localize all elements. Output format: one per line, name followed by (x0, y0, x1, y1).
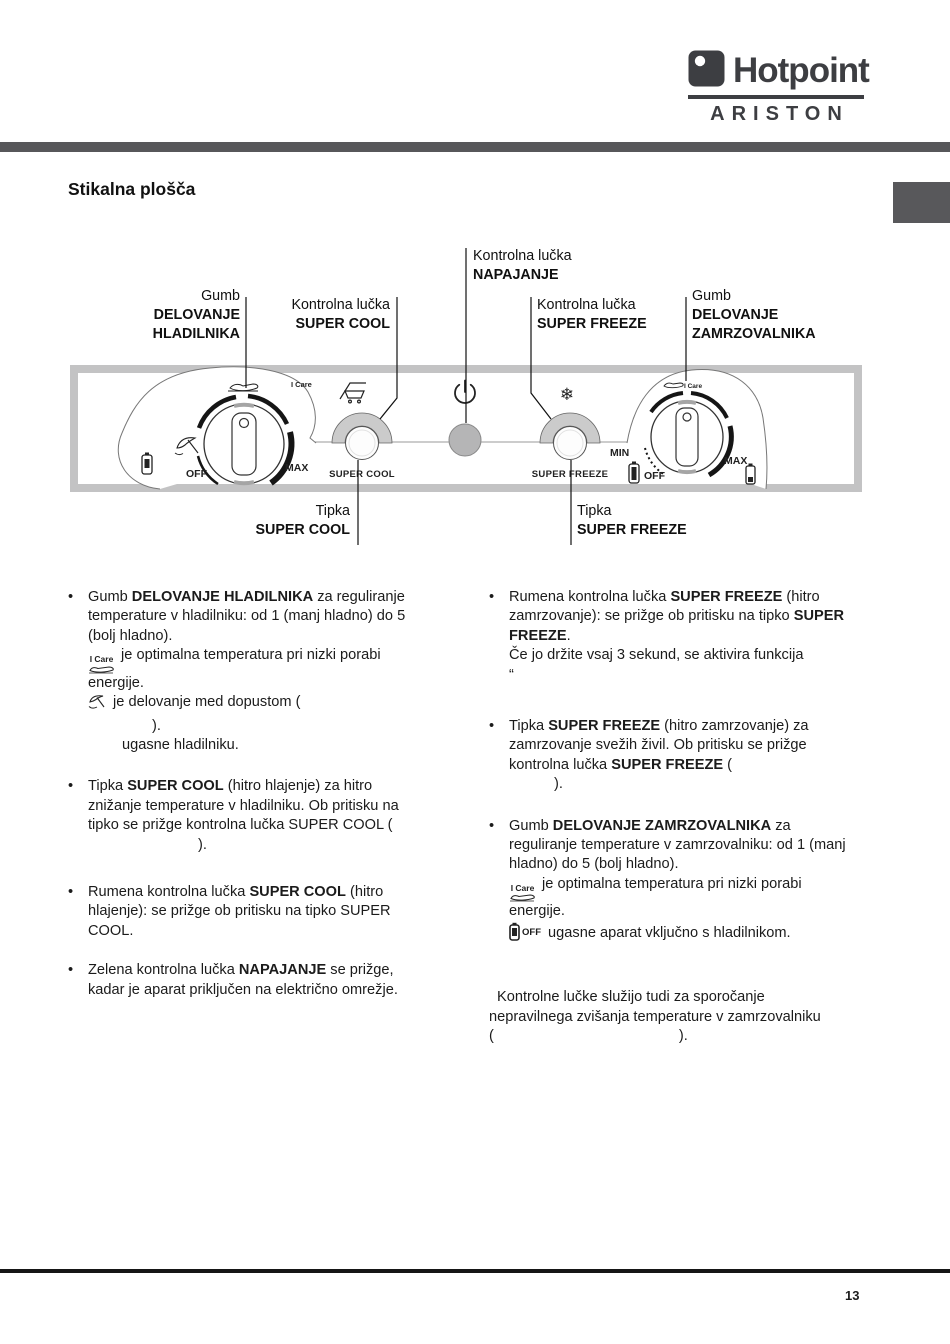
header-bar (0, 142, 950, 152)
logo-divider (688, 95, 864, 99)
bullet-item (68, 883, 476, 941)
label-napajanje: Kontrolna lučka NAPAJANJE (473, 248, 572, 283)
text-line: je delovanje med dopustom ( (88, 693, 476, 716)
label-tipka-super-cool: Tipka SUPER COOL (255, 503, 350, 538)
text-line: ). (198, 836, 207, 853)
super-cool-panel-label: SUPER COOL (329, 469, 395, 480)
footer-rule (0, 1269, 950, 1273)
text-line: hladno) do 5 (bolj hladno). (509, 856, 679, 873)
text-line: ugasne hladilniku. (122, 736, 239, 753)
text-line: Če jo držite vsaj 3 sekund, se aktivira funkcija (509, 647, 804, 664)
bullet-item (489, 588, 897, 685)
text-line: ). (152, 717, 161, 734)
bullet-dot: • (489, 817, 495, 834)
text-line: “ (509, 666, 514, 683)
text-line: I Care je optimalna temperatura pri nizki porabi (509, 875, 897, 903)
text-line: ). (554, 776, 563, 793)
text-line: Tipka SUPER FREEZE (hitro zamrzovanje) za (509, 718, 809, 735)
label-gumb-zamrzovalnika: Gumb DELOVANJE ZAMRZOVALNIKA (692, 288, 816, 342)
label-lucka-super-cool: Kontrolna lučka SUPER COOL (291, 297, 390, 332)
page-title: Stikalna plošča (68, 179, 196, 199)
battery-off-icon: OFF (509, 922, 541, 948)
text-line: hlajenje): se prižge ob pritisku na tipko SUPER (88, 903, 391, 920)
text-line: FREEZE. (509, 627, 571, 644)
icare-label-left: I Care (291, 380, 312, 389)
snowflake-icon: ❄ (559, 385, 575, 404)
text-line: kadar je aparat priključen na električno omrežje. (88, 981, 398, 998)
icare-label-right: I Care (684, 383, 703, 390)
text-line: tipko se prižge kontrolna lučka SUPER COOL ( (88, 817, 393, 834)
max-label-right: MAX (724, 455, 748, 467)
icare-icon: I Care (88, 655, 115, 674)
text-line: Rumena kontrolna lučka SUPER COOL (hitro (88, 883, 384, 900)
bullet-dot: • (68, 778, 74, 795)
text-line: Tipka SUPER COOL (hitro hlajenje) za hitro (88, 778, 373, 795)
holiday-umbrella-icon (88, 693, 108, 716)
label-gumb-hladilnika: Gumb DELOVANJE HLADILNIKA (152, 288, 240, 342)
control-panel-diagram (0, 240, 950, 555)
text-line: (bolj hladno). (88, 627, 173, 644)
text-line: nepravilnega zvišanja temperature v zamrzovalniku (489, 1008, 821, 1025)
bullet-item (68, 777, 476, 855)
text-line: Rumena kontrolna lučka SUPER FREEZE (hitro (509, 589, 820, 605)
icare-icon: I Care (509, 884, 536, 903)
label-tipka-super-freeze: Tipka SUPER FREEZE (577, 503, 687, 538)
hotpoint-mark-icon (688, 50, 725, 92)
off-label-right: OFF (644, 470, 665, 482)
bullet-item (68, 961, 476, 1000)
text-line: energije. (88, 674, 144, 691)
text-line: zamrzovanje svežih živil. Ob pritisku se prižge (509, 737, 807, 754)
min-label-right: MIN (610, 447, 630, 459)
text-line: Zelena kontrolna lučka NAPAJANJE se prižge, (88, 962, 394, 979)
text-line: reguliranje temperature v zamrzovalniku: od 1 (manj (509, 837, 846, 854)
bullet-item (489, 817, 897, 949)
note-paragraph (489, 988, 897, 1046)
section-tab (893, 182, 950, 223)
text-line: temperature v hladilniku: od 1 (manj hladno) do 5 (88, 608, 406, 625)
brand-logo (688, 50, 869, 126)
brand-subname: ARISTON (710, 103, 849, 125)
bullet-item (489, 717, 897, 795)
text-line: I Care je optimalna temperatura pri nizki porabi (88, 646, 476, 674)
body-right-column (489, 588, 897, 1068)
text-line: kontrolna lučka SUPER FREEZE ( (509, 756, 733, 773)
text-line: energije. (509, 903, 565, 920)
off-label-left: OFF (186, 468, 207, 480)
text-line: ( ). (489, 1028, 688, 1044)
text-line: Kontrolne lučke služijo tudi za sporočanje (497, 989, 765, 1006)
bullet-dot: • (489, 589, 495, 605)
text-line: Gumb DELOVANJE ZAMRZOVALNIKA za (509, 817, 791, 834)
text-line: $^{OFF}$ ugasne aparat vključno s hladilnikom. (509, 922, 897, 948)
max-label-left: MAX (285, 462, 309, 474)
brand-name: Hotpoint (733, 51, 869, 90)
bullet-item (68, 588, 476, 755)
body-left-column (68, 588, 476, 1022)
super-freeze-panel-label: SUPER FREEZE (531, 469, 609, 480)
bullet-dot: • (489, 718, 495, 735)
bullet-dot: • (68, 589, 74, 605)
text-line: zamrzovanje): se prižge ob pritisku na tipko SUPER (509, 608, 844, 625)
label-lucka-super-freeze: Kontrolna lučka SUPER FREEZE (537, 297, 647, 332)
text-line: Gumb DELOVANJE HLADILNIKA za reguliranje (88, 589, 405, 605)
power-light (449, 424, 481, 456)
page-number: 13 (845, 1288, 860, 1303)
text-line: znižanje temperature v hladilniku. Ob pritisku na (88, 797, 399, 814)
text-line: COOL. (88, 922, 134, 939)
bullet-dot: • (68, 962, 74, 979)
bullet-dot: • (68, 883, 74, 900)
